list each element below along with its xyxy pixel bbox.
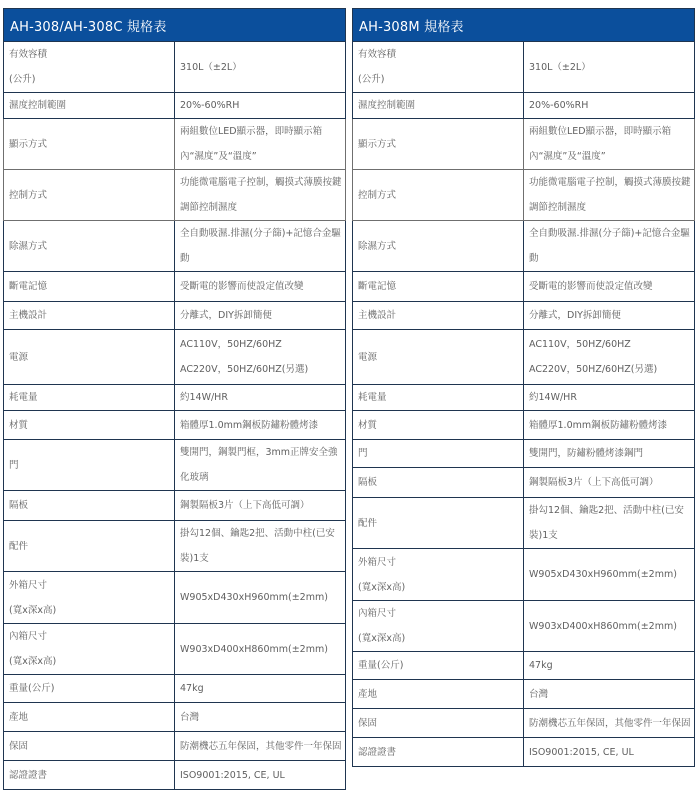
spec-label-line: 材質 [9, 419, 29, 431]
spec-label [4, 221, 175, 272]
spec-label [353, 302, 524, 330]
spec-value-line: 分離式，DIY拆卸簡便 [529, 310, 621, 321]
spec-row [353, 411, 695, 440]
spec-label [353, 119, 524, 170]
spec-row [353, 709, 695, 738]
spec-label [4, 411, 175, 440]
spec-label [353, 549, 524, 601]
spec-label-line: 配件 [9, 540, 29, 552]
spec-label [4, 385, 175, 411]
spec-row [353, 93, 695, 119]
spec-row [4, 761, 346, 790]
spec-value [524, 498, 695, 549]
spec-value [524, 709, 695, 738]
spec-rows [4, 42, 346, 790]
spec-value-line: W905xD430xH960mm(±2mm) [180, 592, 328, 603]
spec-label-line: 耗電量 [358, 392, 387, 403]
spec-row [4, 675, 346, 703]
spec-table-ah-308m [352, 8, 695, 767]
spec-value [175, 221, 346, 272]
spec-value-line: 兩組數位LED顯示器，即時顯示箱內“濕度”及“溫度” [180, 126, 323, 162]
spec-label [4, 93, 175, 119]
spec-label [353, 272, 524, 302]
spec-value [524, 385, 695, 411]
spec-label [4, 521, 175, 572]
spec-label [4, 732, 175, 761]
spec-row [4, 93, 346, 119]
spec-label-line: 除濕方式 [9, 240, 48, 252]
spec-value-line: 防潮機芯五年保固，其他零件一年保固 [180, 740, 342, 752]
spec-value [524, 652, 695, 680]
spec-value [524, 468, 695, 498]
spec-label-line: 隔板 [9, 500, 29, 511]
spec-value-line: 310L（±2L） [529, 61, 591, 73]
spec-label [4, 272, 175, 302]
spec-label-line: 控制方式 [9, 189, 48, 201]
spec-value-line: 310L（±2L） [180, 61, 242, 73]
spec-label [353, 170, 524, 221]
spec-row [4, 521, 346, 572]
spec-label [353, 468, 524, 498]
spec-value-line: 受斷電的影響而使設定值改變 [529, 281, 653, 292]
spec-label-line: (寬x深x高) [9, 604, 57, 616]
spec-value [524, 42, 695, 93]
spec-value-line: 47kg [529, 660, 553, 671]
spec-label-line: 內箱尺寸 [9, 631, 48, 642]
spec-label-line: (寬x深x高) [9, 656, 57, 667]
spec-label [353, 680, 524, 709]
spec-label-line: 產地 [9, 711, 29, 723]
spec-value-line: 掛勾12個、鑰匙2把、活動中柱(已安裝)1支 [180, 528, 335, 564]
table-title: AH-308M 規格表 [353, 9, 695, 42]
spec-value-line: 20%-60%RH [180, 100, 240, 111]
spec-row [4, 302, 346, 330]
spec-row [4, 703, 346, 732]
spec-label-line: 保固 [9, 740, 29, 752]
spec-value-line: ISO9001:2015, CE, UL [529, 746, 634, 758]
spec-row [4, 411, 346, 440]
spec-label-line: (寬x深x高) [358, 633, 406, 644]
spec-row [353, 468, 695, 498]
spec-label [353, 385, 524, 411]
spec-value-line: 約14W/HR [180, 392, 228, 403]
spec-row [353, 302, 695, 330]
spec-value-line: 受斷電的影響而使設定值改變 [180, 281, 304, 292]
spec-label [353, 709, 524, 738]
spec-row [353, 330, 695, 385]
spec-label-line: 產地 [358, 688, 378, 700]
spec-value-line: 功能微電腦電子控制，觸摸式薄膜按鍵調節控制濕度 [180, 177, 342, 213]
spec-value [524, 738, 695, 767]
spec-table-ah-308-ah-308c [3, 8, 346, 790]
spec-value [524, 680, 695, 709]
spec-value [175, 440, 346, 491]
spec-label [353, 330, 524, 385]
spec-label [4, 440, 175, 491]
spec-label-line: 配件 [358, 517, 378, 529]
spec-value-line: 全自動吸濕.排濕(分子篩)+記憶合金驅動 [180, 228, 341, 264]
spec-label [353, 601, 524, 652]
spec-row [353, 119, 695, 170]
spec-value [175, 521, 346, 572]
spec-row [4, 572, 346, 624]
spec-value-line: 約14W/HR [529, 392, 577, 403]
spec-label [4, 170, 175, 221]
spec-value [524, 272, 695, 302]
spec-row [353, 170, 695, 221]
spec-value [175, 624, 346, 675]
spec-row [4, 440, 346, 491]
spec-row [4, 624, 346, 675]
spec-label-line: 材質 [358, 419, 378, 431]
spec-label-line: 門 [358, 448, 368, 459]
spec-label-line: 有效容積 [9, 49, 48, 60]
spec-value [524, 93, 695, 119]
spec-value-line: W903xD400xH860mm(±2mm) [529, 620, 677, 632]
spec-label-line: 重量(公斤) [9, 683, 55, 694]
spec-label [4, 624, 175, 675]
spec-label [353, 42, 524, 93]
spec-value [175, 491, 346, 521]
spec-label [4, 675, 175, 703]
spec-row [353, 549, 695, 601]
spec-row [353, 601, 695, 652]
spec-value-line: W903xD400xH860mm(±2mm) [180, 643, 328, 655]
spec-value [524, 302, 695, 330]
spec-value [175, 42, 346, 93]
spec-value-line: 兩組數位LED顯示器，即時顯示箱內“濕度”及“溫度” [529, 126, 672, 162]
spec-value [175, 703, 346, 732]
spec-label-line: 顯示方式 [358, 138, 397, 150]
spec-row [353, 440, 695, 468]
spec-value [175, 302, 346, 330]
spec-label-line: 電源 [9, 351, 29, 363]
spec-row [4, 221, 346, 272]
spec-row [353, 272, 695, 302]
spec-row [4, 42, 346, 93]
spec-value-line: AC220V，50HZ/60HZ(另選) [180, 364, 309, 375]
spec-value [524, 601, 695, 652]
spec-label [4, 119, 175, 170]
spec-value-line: AC220V，50HZ/60HZ(另選) [529, 364, 658, 375]
spec-label-line: 保固 [358, 717, 378, 729]
spec-value-line: 防潮機芯五年保固，其他零件一年保固 [529, 717, 691, 729]
table-title: AH-308/AH-308C 規格表 [4, 9, 346, 42]
spec-label [353, 93, 524, 119]
spec-label [4, 330, 175, 385]
spec-value [175, 385, 346, 411]
spec-label-line: 控制方式 [358, 189, 397, 201]
spec-value [175, 572, 346, 624]
spec-row [4, 491, 346, 521]
spec-label [353, 652, 524, 680]
spec-row [353, 42, 695, 93]
spec-row [353, 221, 695, 272]
spec-label-line: 主機設計 [358, 310, 397, 321]
spec-value [524, 119, 695, 170]
spec-row [4, 119, 346, 170]
spec-value-line: 台灣 [529, 688, 549, 700]
spec-value-line: 功能微電腦電子控制，觸摸式薄膜按鍵調節控制濕度 [529, 177, 691, 213]
spec-label-line: 門 [9, 459, 19, 471]
spec-value [175, 170, 346, 221]
spec-value-line: ISO9001:2015, CE, UL [180, 769, 285, 781]
spec-value-line: 箱體厚1.0mm鋼板防鏽粉體烤漆 [180, 419, 319, 431]
spec-row [353, 680, 695, 709]
spec-value-line: 鋼製隔板3片（上下高低可調） [529, 477, 659, 488]
spec-value-line: 鋼製隔板3片（上下高低可調） [180, 500, 310, 511]
spec-value [524, 170, 695, 221]
spec-label-line: (公升) [9, 74, 36, 85]
spec-value-line: AC110V，50HZ/60HZ [529, 339, 631, 350]
spec-label-line: 濕度控制範圍 [9, 100, 67, 111]
spec-value-line: 台灣 [180, 711, 200, 723]
spec-label-line: 外箱尺寸 [9, 579, 48, 591]
spec-label-line: 隔板 [358, 477, 378, 488]
spec-value [175, 93, 346, 119]
spec-row [4, 732, 346, 761]
spec-value-line: 雙開門，鋼製門框，3mm正牌安全強化玻璃 [180, 447, 338, 483]
spec-row [353, 498, 695, 549]
spec-value [175, 330, 346, 385]
spec-value-line: 分離式，DIY拆卸簡便 [180, 310, 272, 321]
spec-value [524, 411, 695, 440]
spec-label-line: 外箱尺寸 [358, 556, 397, 568]
spec-label [4, 491, 175, 521]
spec-value [175, 732, 346, 761]
spec-row [353, 652, 695, 680]
spec-value [524, 330, 695, 385]
spec-label-line: 電源 [358, 351, 378, 363]
spec-label-line: 顯示方式 [9, 138, 48, 150]
spec-value [175, 761, 346, 790]
spec-row [4, 170, 346, 221]
spec-value-line: W905xD430xH960mm(±2mm) [529, 569, 677, 580]
spec-value [175, 119, 346, 170]
spec-label-line: 認證證書 [9, 769, 48, 781]
spec-row [4, 272, 346, 302]
spec-value-line: AC110V，50HZ/60HZ [180, 339, 282, 350]
spec-label-line: 濕度控制範圍 [358, 100, 416, 111]
spec-row [353, 738, 695, 767]
spec-label-line: 主機設計 [9, 310, 48, 321]
spec-label-line: 斷電記憶 [358, 281, 397, 292]
spec-value [175, 411, 346, 440]
spec-row [353, 385, 695, 411]
spec-label [4, 42, 175, 93]
spec-row [4, 385, 346, 411]
spec-label [4, 302, 175, 330]
spec-label [353, 221, 524, 272]
spec-label [353, 411, 524, 440]
spec-row [4, 330, 346, 385]
spec-value [524, 440, 695, 468]
spec-value [524, 221, 695, 272]
spec-label-line: 內箱尺寸 [358, 608, 397, 619]
spec-value-line: 47kg [180, 683, 204, 694]
spec-value [524, 549, 695, 601]
spec-label [353, 498, 524, 549]
spec-label-line: (公升) [358, 74, 385, 85]
spec-value-line: 全自動吸濕.排濕(分子篩)+記憶合金驅動 [529, 228, 690, 264]
spec-label [4, 703, 175, 732]
spec-value-line: 20%-60%RH [529, 100, 589, 111]
spec-value [175, 272, 346, 302]
spec-label-line: 重量(公斤) [358, 660, 404, 671]
spec-label [353, 440, 524, 468]
spec-label-line: 除濕方式 [358, 240, 397, 252]
spec-value [175, 675, 346, 703]
spec-label-line: 耗電量 [9, 392, 38, 403]
spec-rows [353, 42, 695, 767]
spec-label [4, 761, 175, 790]
spec-label [4, 572, 175, 624]
spec-label-line: 認證證書 [358, 746, 397, 758]
spec-value-line: 雙開門，防鏽粉體烤漆鋼門 [529, 448, 644, 459]
spec-label-line: 有效容積 [358, 49, 397, 60]
spec-label [353, 738, 524, 767]
spec-value-line: 掛勾12個、鑰匙2把、活動中柱(已安裝)1支 [529, 505, 684, 541]
spec-label-line: 斷電記憶 [9, 281, 48, 292]
spec-value-line: 箱體厚1.0mm鋼板防鏽粉體烤漆 [529, 419, 668, 431]
spec-label-line: (寬x深x高) [358, 581, 406, 593]
